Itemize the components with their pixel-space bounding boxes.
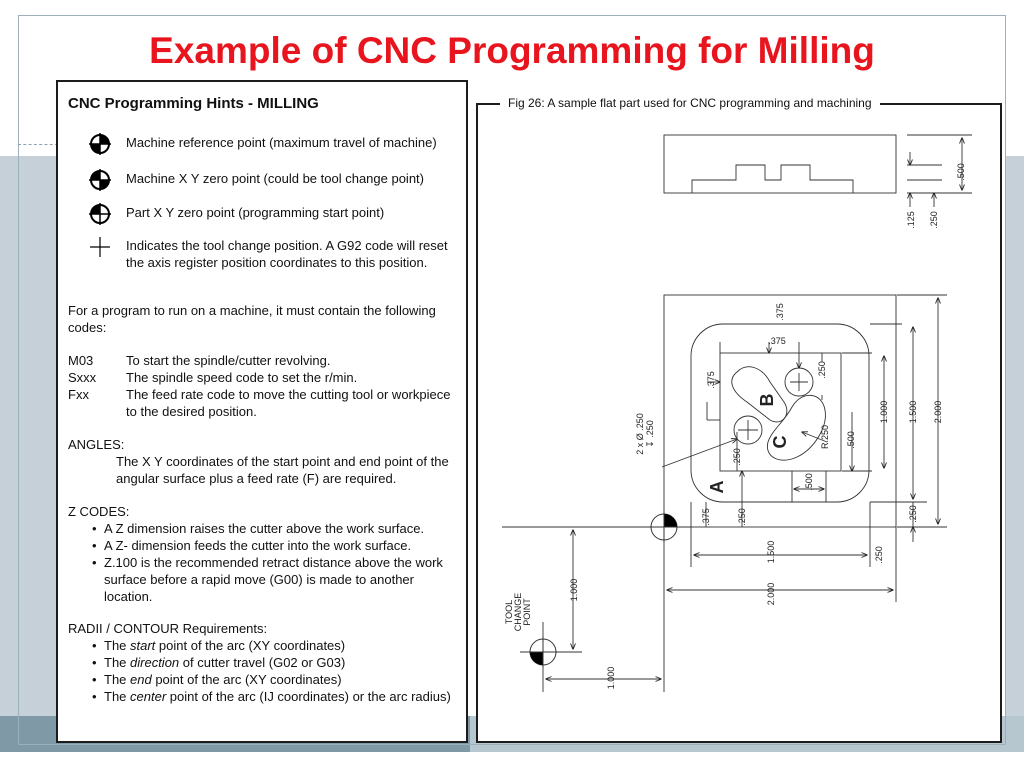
radii-item (58, 688, 453, 705)
radii-item (58, 637, 453, 654)
right-decor-band (1005, 156, 1024, 716)
machine-xy-zero-icon (88, 168, 112, 192)
dim-1500-horiz: 1.500 (766, 540, 776, 564)
dim-375-left: .375 (706, 371, 716, 389)
zcodes-heading: Z CODES: (68, 504, 130, 519)
tool-change-symbol-icon (527, 636, 559, 668)
dim-500-bottom: .500 (804, 473, 814, 491)
angles-text: The X Y coordinates of the start point and end point of the angular surface plus a feed rate (F) are required. (116, 454, 449, 486)
radii-item (58, 654, 453, 671)
zcodes-list (58, 520, 453, 605)
tool-change-cross-icon (88, 235, 112, 259)
tool-change-label-1: TOOL (504, 599, 514, 625)
radii-em: direction (130, 655, 180, 670)
hints-panel (56, 80, 468, 743)
feature-label-b: B (757, 393, 777, 407)
dim-375-bottom: .375 (701, 508, 711, 526)
radii-post: point of the arc (XY coordinates) (151, 672, 342, 687)
part-xy-zero-icon (88, 202, 112, 226)
hole-note-line1: 2 x Ø .250 (635, 413, 645, 455)
slide-title: Example of CNC Programming for Milling (149, 30, 875, 71)
symbol-row-machine-zero (88, 168, 458, 190)
dim-375-top: .375 (775, 303, 785, 321)
radii-pre: The (104, 655, 131, 670)
radii-list (58, 637, 453, 705)
code-desc: The feed rate code to move the cutting tool or workpiece to the desired position. (126, 387, 451, 419)
dim-250-rhoriz: .250 (874, 546, 884, 564)
dim-2000-horiz: 2.000 (766, 582, 776, 606)
tool-change-label-3: POINT (522, 598, 532, 626)
tool-change-label-2: CHANGE (513, 592, 523, 632)
radii-em: start (130, 638, 156, 653)
symbol-text: Part X Y zero point (programming start point) (126, 205, 385, 220)
dim-top-250: .250 (929, 211, 939, 229)
code-name: Sxxx (68, 370, 97, 385)
dim-500-vert: .500 (846, 431, 856, 449)
code-desc: To start the spindle/cutter revolving. (126, 353, 331, 368)
symbol-row-tool-change (88, 235, 458, 289)
zcode-item: • Z.100 is the recommended retract distance above the work surface before a rapid move (G00) is made to another location. (58, 554, 453, 605)
intro-text: For a program to run on a machine, it must contain the following codes: (68, 303, 436, 335)
dim-1000-tool-vert: 1.000 (569, 578, 579, 602)
symbol-text: Indicates the tool change position. A G92 code will reset the axis register position coordinates to this position. (126, 238, 448, 270)
figure-caption: Fig 26: A sample flat part used for CNC programming and machining (500, 96, 880, 110)
feature-label-a: A (707, 480, 727, 494)
drawing-panel (476, 103, 1002, 743)
code-name: Fxx (68, 387, 89, 402)
hole-note-line2: ↧ .250 (645, 420, 655, 448)
side-view-profile (692, 165, 853, 193)
dim-1000-vert: 1.000 (879, 400, 889, 424)
zcode-item: • A Z dimension raises the cutter above the work surface. (58, 520, 453, 537)
angles-heading: ANGLES: (68, 437, 125, 452)
radii-heading: RADII / CONTOUR Requirements: (68, 621, 268, 636)
part-zero-symbol-icon (648, 511, 680, 543)
radii-em: center (130, 689, 167, 704)
dim-top-125: .125 (906, 211, 916, 229)
pocket-outer-contour (691, 324, 869, 502)
radii-pre: The (104, 672, 131, 687)
machine-reference-point-icon (88, 132, 112, 156)
radii-pre: The (104, 689, 131, 704)
hints-heading: CNC Programming Hints - MILLING (68, 95, 319, 112)
radii-post: of cutter travel (G02 or G03) (179, 655, 346, 670)
dim-250-bottom: .250 (737, 508, 747, 526)
symbol-text: Machine reference point (maximum travel of machine) (126, 135, 437, 150)
cnc-part-drawing (478, 105, 1000, 741)
radii-item (58, 671, 453, 688)
part-outline (664, 295, 896, 527)
dim-1500-vert: 1.500 (908, 400, 918, 424)
radius-label: R.250 (820, 424, 830, 450)
dim-250-lower: .250 (908, 505, 918, 523)
radii-em: end (130, 672, 152, 687)
radii-post: point of the arc (IJ coordinates) or the arc radius) (166, 689, 451, 704)
dim-250-inner: .250 (732, 448, 742, 466)
dim-top-500: .500 (956, 163, 966, 181)
side-view-block (664, 135, 896, 193)
radii-post: point of the arc (XY coordinates) (155, 638, 346, 653)
feature-label-c: C (770, 435, 790, 449)
dashed-rule (18, 144, 58, 145)
code-desc: The spindle speed code to set the r/min. (126, 370, 358, 385)
symbol-row-machine-reference (88, 132, 458, 154)
code-name: M03 (68, 353, 94, 368)
dim-375-inner: .375 (768, 336, 786, 346)
dim-2000-vert: 2.000 (933, 400, 943, 424)
dim-250-right: .250 (817, 361, 827, 379)
radii-pre: The (104, 638, 131, 653)
symbol-text: Machine X Y zero point (could be tool change point) (126, 171, 424, 186)
zcode-item: • A Z- dimension feeds the cutter into the work surface. (58, 537, 453, 554)
symbol-row-part-zero (88, 202, 458, 224)
dim-1000-tool-horiz: 1.000 (606, 666, 616, 690)
